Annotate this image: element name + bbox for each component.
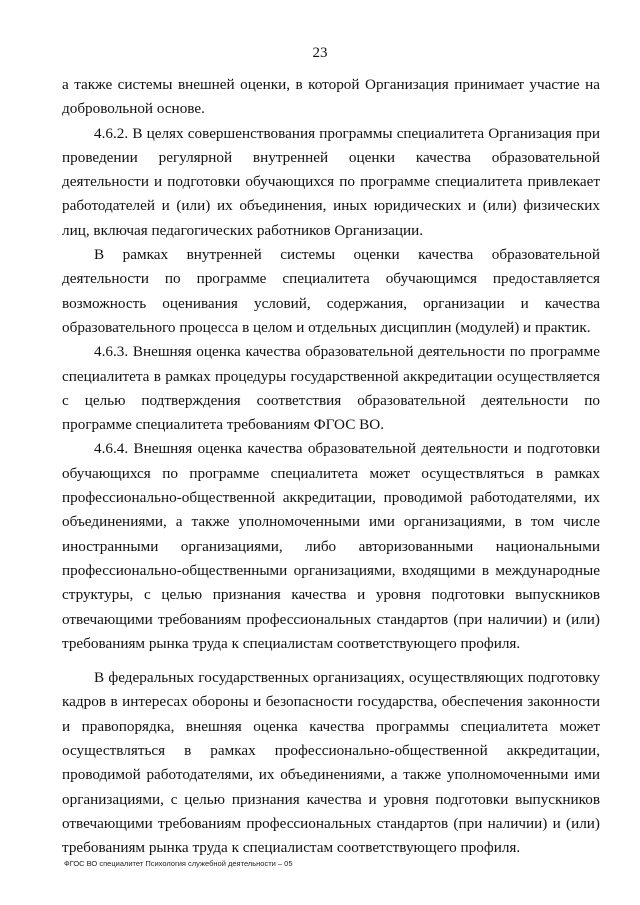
paragraph-continuation: а также системы внешней оценки, в которой Организация принимает участие на добровольной основе. [62, 76, 600, 118]
paragraph-4-6-2: 4.6.2. В целях совершенствования программы специалитета Организация при проведении регулярной внутренней оценки качества образовательной деятельности и подготовки обучающихся по программе специалитета привлекает работодателей и (или) их объединения, иных юридических и (или) физических лиц, включая педагогических работников Организации. [62, 124, 600, 239]
paragraph-4-6-4: 4.6.4. Внешняя оценка качества образовательной деятельности и подготовки обучающихся по программе специалитета может осуществляться в рамках профессионально-общественной аккредитации, проводимой работодателями, их объединениями, а также уполномоченными ими организациями, в том числе иностранными организациями, либо авторизованными национальными профессионально-общественными организациями, входящими в международные структуры, с целью признания качества и уровня подготовки выпускников отвечающими требованиям профессиональных стандартов (при наличии) и (или) требованиям рынка труда к специалистам соответствующего профиля. [62, 440, 600, 652]
paragraph-federal-organizations: В федеральных государственных организациях, осуществляющих подготовку кадров в интересах обороны и безопасности государства, обеспечения законности и правопорядка, внешняя оценка качества программы специалитета может осуществляться в рамках профессионально-общественной аккредитации, проводимой работодателями, их объединениями, а также уполномоченными ими организациями, с целью признания качества и уровня подготовки выпускников отвечающими требованиям профессиональных стандартов (при наличии) и (или) требованиям рынка труда к специалистам соответствующего профиля. [62, 669, 600, 857]
paragraph-4-6-3: 4.6.3. Внешняя оценка качества образовательной деятельности по программе специалитета в рамках процедуры государственной аккредитации осуществляется с целью подтверждения соответствия образовательной деятельности по программе специалитета требованиям ФГОС ВО. [62, 343, 600, 434]
page-number: 23 [312, 45, 328, 61]
page-footer: ФГОС ВО специалитет Психология служебной деятельности – 05 [64, 859, 293, 868]
paragraph-internal-assessment: В рамках внутренней системы оценки качества образовательной деятельности по программе специалитета обучающимся предоставляется возможность оценивания условий, содержания, организации и качества образовательного процесса в целом и отдельных дисциплин (модулей) и практик. [62, 246, 600, 336]
document-body [62, 73, 600, 861]
